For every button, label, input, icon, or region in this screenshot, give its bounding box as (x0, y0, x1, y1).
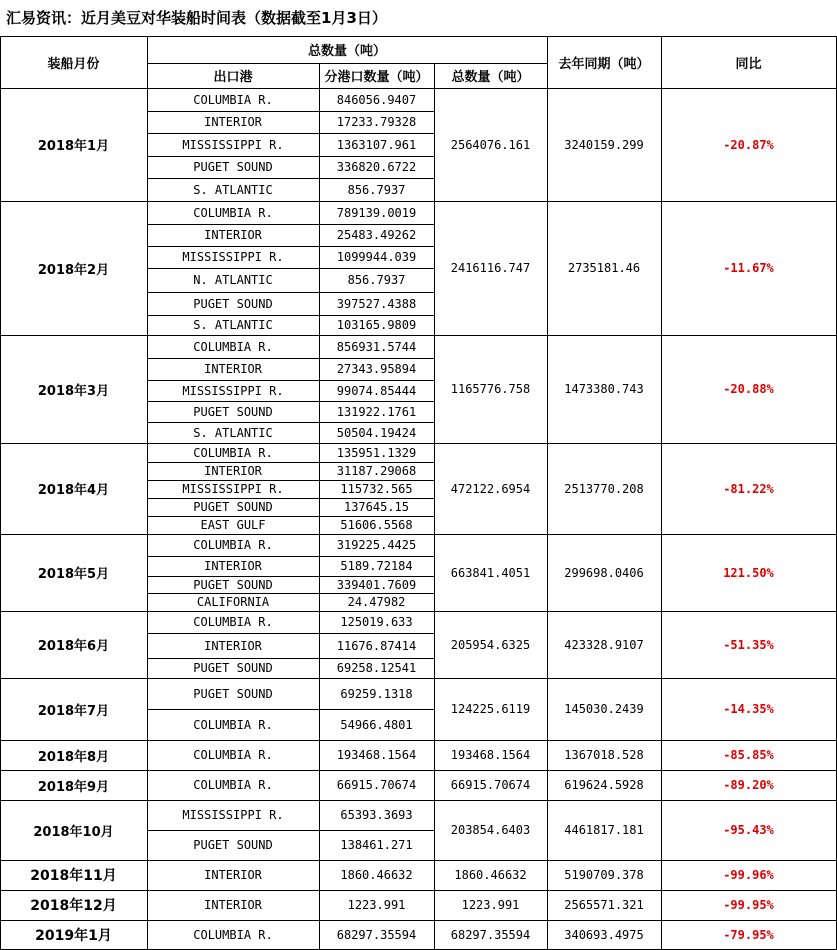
port-quantity: 846056.9407 (336, 92, 417, 107)
grid-line (147, 156, 434, 157)
port-quantity: 5189.72184 (340, 559, 413, 573)
port-name: EAST GULF (200, 518, 266, 532)
port-quantity: 99074.85444 (336, 383, 417, 398)
port-quantity: 125019.633 (340, 615, 413, 629)
last-year-total: 299698.0406 (564, 565, 644, 580)
port-name: COLUMBIA R. (193, 538, 273, 552)
port-quantity: 138461.271 (340, 838, 413, 852)
port-name: INTERIOR (204, 898, 262, 912)
yoy-change: -99.95% (723, 898, 774, 912)
yoy-change: -89.20% (723, 778, 774, 792)
port-name: CALIFORNIA (196, 595, 270, 609)
month-total: 203854.6403 (450, 823, 531, 837)
port-quantity: 17233.79328 (336, 115, 417, 129)
table-title: 汇易资讯：近月美豆对华装船时间表（数据截至1月3日） (6, 9, 387, 27)
last-year-total: 4461817.181 (564, 823, 644, 837)
last-year-total: 1473380.743 (564, 382, 644, 396)
yoy-change: -81.22% (723, 481, 774, 496)
month-label: 2019年1月 (35, 928, 112, 944)
port-name: INTERIOR (204, 228, 262, 242)
grid-line (147, 380, 434, 381)
total-header: 总数量（吨） (451, 70, 530, 85)
grid-line (147, 498, 434, 499)
grid-line (147, 268, 434, 269)
port-name: COLUMBIA R. (193, 445, 273, 460)
grid-line (147, 133, 434, 134)
port-quantity: 1223.991 (347, 898, 406, 912)
grid-line (147, 246, 434, 247)
month-total: 2564076.161 (450, 137, 531, 152)
grid-line (0, 890, 837, 891)
port-name: INTERIOR (204, 362, 262, 376)
grid-line (147, 658, 434, 659)
port-name: PUGET SOUND (193, 296, 273, 311)
month-total: 66915.70674 (450, 778, 531, 792)
port-name: PUGET SOUND (193, 838, 273, 852)
port-quantity: 103165.9809 (336, 318, 417, 332)
port-name: INTERIOR (204, 638, 262, 653)
grid-line (147, 63, 547, 64)
month-label: 2018年4月 (37, 483, 110, 498)
month-total: 68297.35594 (450, 928, 531, 942)
port-quantity: 51606.5568 (340, 518, 413, 532)
grid-line (147, 830, 434, 831)
port-quantity: 68297.35594 (336, 928, 417, 942)
grid-line (147, 516, 434, 517)
month-label: 2018年5月 (37, 567, 110, 582)
port-quantity: 336820.6722 (336, 160, 417, 174)
port-name: S. ATLANTIC (193, 318, 273, 332)
last-year-total: 340693.4975 (564, 928, 644, 942)
last-year-total: 3240159.299 (564, 137, 644, 152)
grid-line (434, 63, 435, 950)
yoy-change: 121.50% (723, 565, 774, 580)
grid-line (0, 611, 837, 612)
grid-line (0, 860, 837, 861)
port-name: S. ATLANTIC (193, 182, 273, 197)
grid-line (147, 36, 148, 950)
month-label: 2018年6月 (37, 639, 110, 654)
grid-line (0, 335, 837, 336)
port-name: COLUMBIA R. (193, 778, 273, 792)
grid-line (147, 224, 434, 225)
last-year-header: 去年同期（吨） (558, 56, 650, 72)
port-quantity: 69258.12541 (336, 661, 417, 675)
port-name: INTERIOR (204, 559, 262, 573)
month-total: 1860.46632 (454, 868, 527, 882)
last-year-total: 5190709.378 (564, 868, 644, 882)
port-name: MISSISSIPPI R. (182, 137, 284, 152)
month-label: 2018年1月 (37, 139, 110, 154)
grid-line (147, 462, 434, 463)
last-year-total: 145030.2439 (564, 702, 644, 716)
last-year-total: 1367018.528 (564, 748, 644, 762)
port-quantity: 11676.87414 (336, 638, 417, 653)
port-quantity: 789139.0019 (336, 205, 417, 220)
port-quantity: 115732.565 (340, 482, 413, 496)
last-year-total: 619624.5928 (564, 778, 644, 792)
port-name: INTERIOR (204, 115, 262, 129)
month-label: 2018年10月 (33, 824, 114, 840)
port-name: MISSISSIPPI R. (182, 250, 284, 264)
grid-line (147, 358, 434, 359)
port-quantity: 54966.4801 (340, 717, 413, 732)
port-name: PUGET SOUND (193, 404, 273, 419)
port-quantity: 50504.19424 (336, 425, 417, 440)
port-name: PUGET SOUND (193, 160, 273, 174)
port-name: COLUMBIA R. (193, 928, 273, 942)
grid-line (147, 633, 434, 634)
yoy-change: -20.88% (723, 382, 774, 396)
month-total: 2416116.747 (450, 261, 531, 275)
last-year-total: 423328.9107 (564, 637, 644, 652)
port-name: INTERIOR (204, 464, 262, 478)
port-header: 出口港 (213, 70, 253, 85)
month-total: 663841.4051 (450, 565, 531, 580)
port-quantity: 397527.4388 (336, 296, 417, 311)
port-quantity: 24.47982 (347, 595, 406, 609)
port-quantity: 856931.5744 (336, 339, 417, 354)
port-quantity: 1363107.961 (336, 137, 417, 152)
total-group-header: 总数量（吨） (307, 44, 386, 59)
port-quantity: 1860.46632 (340, 868, 413, 882)
month-total: 205954.6325 (450, 637, 531, 652)
yoy-change: -99.96% (723, 868, 774, 882)
last-year-total: 2513770.208 (564, 481, 644, 496)
port-quantity: 1099944.039 (336, 250, 417, 264)
port-quantity: 856.7937 (347, 273, 406, 287)
month-label: 2018年11月 (30, 868, 117, 884)
port-name: COLUMBIA R. (193, 748, 273, 762)
grid-line (0, 36, 1, 950)
port-name: MISSISSIPPI R. (182, 383, 284, 398)
grid-line (147, 401, 434, 402)
grid-line (0, 443, 837, 444)
month-total: 1223.991 (461, 898, 520, 912)
month-total: 193468.1564 (450, 748, 531, 762)
grid-line (147, 111, 434, 112)
grid-line (147, 593, 434, 594)
port-quantity: 339401.7609 (336, 577, 417, 592)
yoy-change: -14.35% (723, 702, 774, 716)
port-quantity: 193468.1564 (336, 748, 417, 762)
month-label: 2018年2月 (37, 262, 110, 278)
port-quantity: 319225.4425 (336, 538, 417, 552)
port-name: N. ATLANTIC (193, 273, 273, 287)
grid-line (147, 709, 434, 710)
port-name: PUGET SOUND (193, 686, 273, 701)
port-name: PUGET SOUND (193, 661, 273, 675)
month-label: 2018年8月 (37, 749, 110, 765)
port-name: INTERIOR (204, 868, 262, 882)
grid-line (147, 292, 434, 293)
port-name: MISSISSIPPI R. (182, 808, 284, 822)
month-label: 2018年7月 (37, 703, 110, 719)
grid-line (0, 36, 837, 37)
grid-line (0, 770, 837, 771)
port-quantity: 69259.1318 (340, 686, 413, 701)
port-name: COLUMBIA R. (193, 717, 273, 732)
last-year-total: 2565571.321 (564, 898, 644, 912)
port-quantity: 131922.1761 (336, 404, 417, 419)
yoy-header: 同比 (735, 56, 762, 72)
grid-line (147, 576, 434, 577)
port-quantity: 25483.49262 (336, 228, 417, 242)
grid-line (0, 920, 837, 921)
yoy-change: -11.67% (723, 261, 774, 275)
port-quantity: 27343.95894 (336, 362, 417, 376)
port-name: COLUMBIA R. (193, 92, 273, 107)
grid-line (0, 800, 837, 801)
grid-line (0, 88, 837, 89)
month-label: 2018年12月 (30, 898, 117, 914)
month-label: 2018年3月 (37, 383, 110, 399)
grid-line (147, 422, 434, 423)
month-header: 装船月份 (47, 56, 100, 72)
grid-line (0, 740, 837, 741)
grid-line (0, 201, 837, 202)
port-quantity: 31187.29068 (336, 464, 417, 478)
port-name: COLUMBIA R. (193, 339, 273, 354)
grid-line (147, 178, 434, 179)
port-quantity: 137645.15 (343, 500, 410, 514)
port-name: COLUMBIA R. (193, 615, 273, 629)
month-total: 124225.6119 (450, 702, 531, 716)
grid-line (147, 480, 434, 481)
last-year-total: 2735181.46 (567, 261, 641, 275)
port-name: PUGET SOUND (193, 500, 273, 514)
yoy-change: -20.87% (723, 137, 774, 152)
grid-line (0, 678, 837, 679)
grid-line (319, 63, 320, 950)
port-name: PUGET SOUND (193, 577, 273, 592)
grid-line (661, 36, 662, 950)
month-total: 472122.6954 (450, 481, 531, 496)
grid-line (147, 556, 434, 557)
port-qty-header: 分港口数量（吨） (324, 70, 429, 85)
yoy-change: -85.85% (723, 748, 774, 762)
grid-line (147, 315, 434, 316)
port-quantity: 65393.3693 (340, 808, 413, 822)
port-name: COLUMBIA R. (193, 205, 273, 220)
yoy-change: -51.35% (723, 637, 774, 652)
month-label: 2018年9月 (37, 779, 110, 795)
port-name: S. ATLANTIC (193, 425, 273, 440)
yoy-change: -95.43% (723, 823, 774, 837)
port-quantity: 856.7937 (347, 182, 406, 197)
port-name: MISSISSIPPI R. (182, 482, 284, 496)
month-total: 1165776.758 (450, 382, 531, 396)
port-quantity: 135951.1329 (336, 445, 417, 460)
port-quantity: 66915.70674 (336, 778, 417, 792)
grid-line (547, 36, 548, 950)
grid-line (0, 534, 837, 535)
yoy-change: -79.95% (723, 928, 774, 942)
